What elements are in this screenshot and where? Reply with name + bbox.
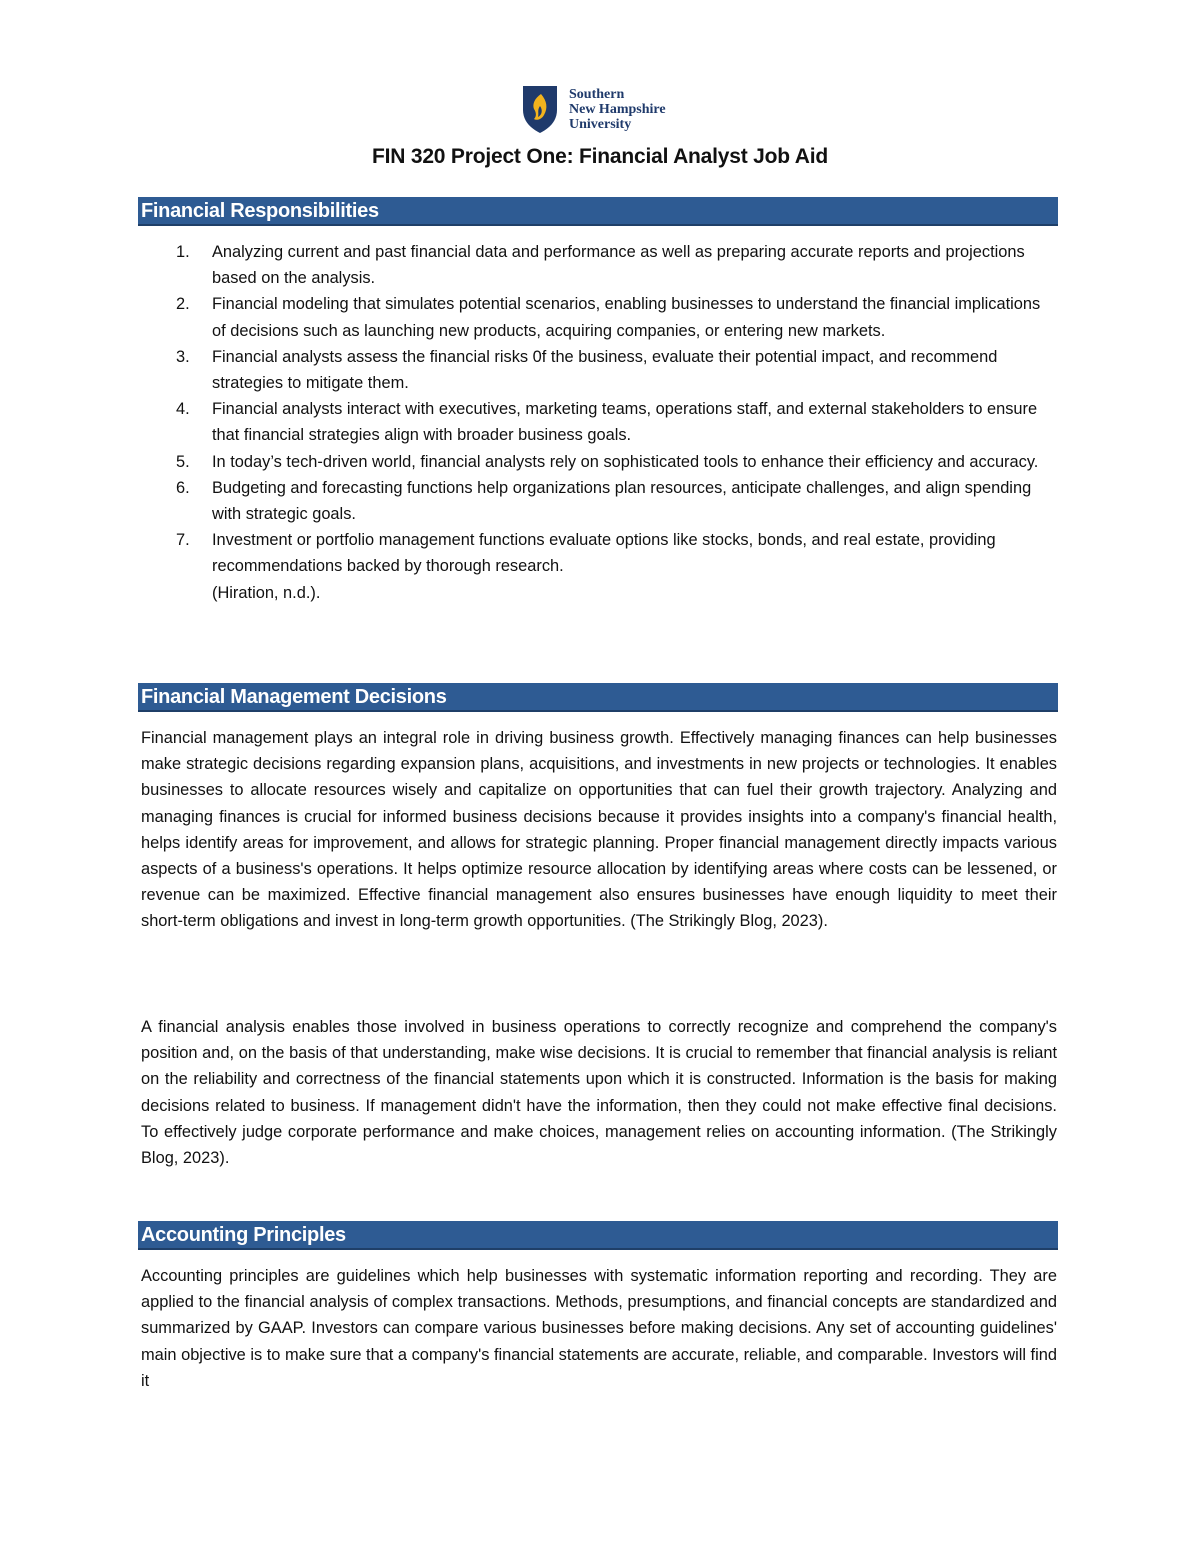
list-item — [140, 475, 1058, 527]
section-heading: Financial Responsibilities — [141, 200, 379, 222]
section-header-accounting — [138, 1221, 1058, 1250]
list-number: 1. — [176, 243, 190, 261]
section-header-management — [138, 683, 1058, 712]
section-heading: Financial Management Decisions — [141, 686, 447, 708]
responsibilities-list — [140, 239, 1058, 606]
list-item-text: Financial analysts assess the financial risks 0f the business, evaluate their potential impact, and recommend strategies to mitigate them. — [212, 347, 998, 393]
list-item-text: Financial analysts interact with executives, marketing teams, operations staff, and external stakeholders to ensure that financial strategies align with broader business goals. — [212, 400, 1038, 445]
list-number: 3. — [176, 347, 190, 366]
list-item — [140, 344, 1058, 396]
shield-flame-icon — [521, 84, 559, 134]
management-paragraph-1: Financial management plays an integral role in driving business growth. Effectively managing finances can help businesses make strategic decisions regarding expansion plans, acquisitions, and investments in new projects or technologies. It enables businesses to allocate resources wisely and capitalize on opportunities that can fuel their growth trajectory. Analyzing and managing finances is crucial for informed business decisions because it provides insights into a company's financial health, helps identify areas for improvement, and allows for strategic planning. Proper financial management directly impacts various aspects of a business's operations. It helps optimize resource allocation by identifying areas where costs can be lessened, or revenue can be maximized. Effective financial management also ensures businesses have enough liquidity to meet their short-term obligations and invest in long-term growth opportunities. (The Strikingly Blog, 2023). — [141, 729, 1057, 931]
list-item — [140, 239, 1058, 291]
section-heading: Accounting Principles — [141, 1224, 346, 1246]
citation: (Hiration, n.d.). — [212, 583, 321, 602]
list-number: 2. — [176, 295, 190, 314]
list-item — [140, 291, 1058, 343]
list-item-text: Analyzing current and past financial data and performance as well as preparing accurate reports and projections based on the analysis. — [212, 243, 1025, 288]
list-item — [140, 396, 1058, 448]
logo-line-1: Southern — [569, 86, 625, 102]
logo-line-2: New Hampshire — [569, 101, 666, 117]
list-number: 5. — [176, 452, 190, 471]
section-header-responsibilities — [138, 197, 1058, 226]
document-title: FIN 320 Project One: Financial Analyst Job Aid — [371, 145, 829, 168]
list-item — [140, 449, 1058, 475]
logo-wordmark — [569, 87, 666, 132]
accounting-paragraph: Accounting principles are guidelines which help businesses with systematic information reporting and recording. They are applied to the financial analysis of complex transactions. Methods, presumptions, and financial concepts are standardized and summarized by GAAP. Investors can compare various businesses before making decisions. Any set of accounting guidelines' main objective is to make sure that a company's financial statements are accurate, reliable, and comparable. Investors will find it — [141, 1267, 1057, 1390]
list-item-text: In today’s tech-driven world, financial analysts rely on sophisticated tools to enhance their efficiency and accuracy. — [212, 452, 1039, 471]
university-logo — [521, 84, 666, 134]
list-number: 7. — [176, 531, 190, 550]
list-item — [140, 527, 1058, 579]
list-item-text: Budgeting and forecasting functions help organizations plan resources, anticipate challenges, and align spending with strategic goals. — [212, 478, 1032, 524]
list-number: 6. — [176, 478, 190, 497]
list-number: 4. — [176, 400, 190, 419]
list-item-text: Financial modeling that simulates potential scenarios, enabling businesses to understand the financial implications of decisions such as launching new products, acquiring companies, or entering new markets. — [212, 295, 1041, 340]
logo-line-3: University — [569, 116, 632, 132]
management-paragraph-2: A financial analysis enables those involved in business operations to correctly recognize and comprehend the company's position and, on the basis of that understanding, make wise decisions. It is crucial to remember that financial analysis is reliant on the reliability and correctness of the financial statements upon which it is constructed. Information is the basis for making decisions related to business. If management didn't have the information, then they could not make effective final decisions. To effectively judge corporate performance and make choices, management relies on accounting information. (The Strikingly Blog, 2023). — [141, 1018, 1057, 1168]
list-item-text: Investment or portfolio management functions evaluate options like stocks, bonds, and real estate, providing recommendations backed by thorough research. — [212, 531, 996, 576]
